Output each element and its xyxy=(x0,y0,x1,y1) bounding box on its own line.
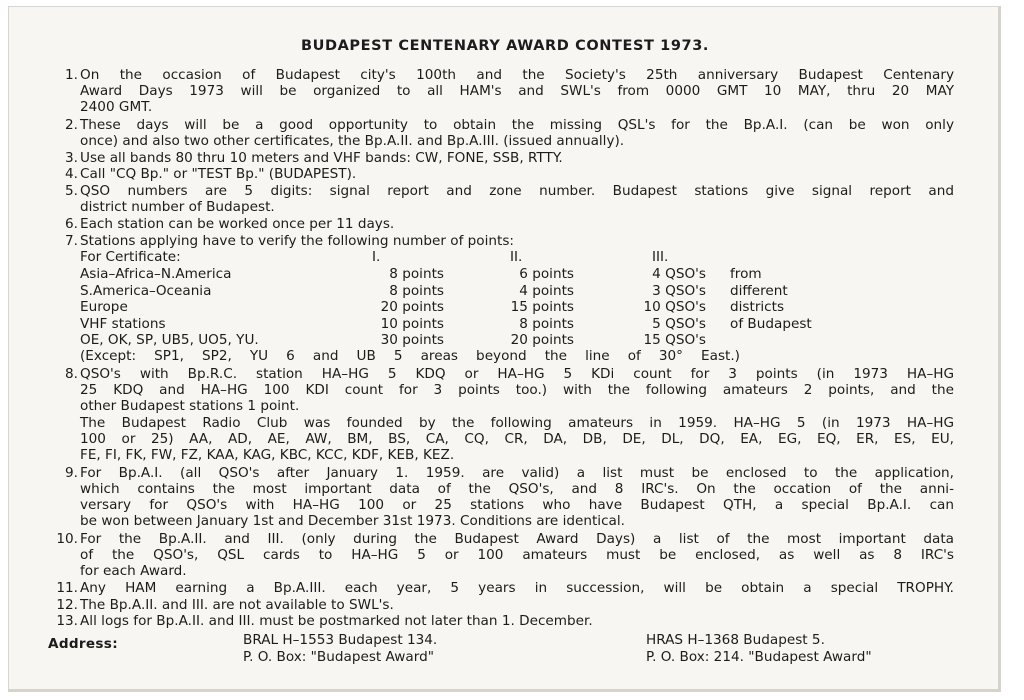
rule-number: 7. xyxy=(65,233,78,249)
table-row-note: from xyxy=(730,266,762,282)
table-row-points-ii: 8 points xyxy=(519,316,574,332)
rule-number: 6. xyxy=(65,216,78,232)
rule-10-line-2: of the QSO's, QSL cards to HA–HG 5 or 100 amateurs must be enclosed, as well as 8 IRC's xyxy=(80,547,954,563)
rule-number: 10. xyxy=(56,531,78,547)
table-row-region: VHF stations xyxy=(80,316,166,332)
hras-address-line-2: P. O. Box: 214. "Budapest Award" xyxy=(646,649,872,665)
rule-6-line-1: Each station can be worked once per 11 days. xyxy=(80,216,395,232)
table-row-points-i: 8 points xyxy=(389,266,444,282)
rule-9-line-2: which contains the most important data of the QSO's, and 8 IRC's. On the occation of the anni- xyxy=(80,481,954,497)
rule-8-line-3: other Budapest stations 1 point. xyxy=(80,398,300,414)
rule-number: 9. xyxy=(65,465,78,481)
table-row-qsos-iii: 10 QSO's xyxy=(643,299,706,315)
table-header-col-iii: III. xyxy=(652,249,669,265)
rule-1-line-1: On the occasion of Budapest city's 100th and the Society's 25th anniversary Budapest Centenary xyxy=(80,67,954,83)
table-row-note: districts xyxy=(730,299,785,315)
rule-10-line-3: for each Award. xyxy=(80,563,187,579)
rule-4-line-1: Call "CQ Bp." or "TEST Bp." (BUDAPEST). xyxy=(80,166,357,182)
rule-9-line-1: For Bp.A.I. (all QSO's after January 1. 1959. are valid) a list must be enclosed to the application, xyxy=(80,465,954,481)
document-title: BUDAPEST CENTENARY AWARD CONTEST 1973. xyxy=(300,38,710,54)
bral-address-line-2: P. O. Box: "Budapest Award" xyxy=(243,649,434,665)
rule-3-line-1: Use all bands 80 thru 10 meters and VHF bands: CW, FONE, SSB, RTTY. xyxy=(80,150,563,166)
table-row-note: different xyxy=(730,283,788,299)
rule-5-line-1: QSO numbers are 5 digits: signal report and zone number. Budapest stations give signal report and xyxy=(80,183,954,199)
rule-1-line-2: Award Days 1973 will be organized to all HAM's and SWL's from 0000 GMT 10 MAY, thru 20 MAY xyxy=(80,83,954,99)
table-header-label: For Certificate: xyxy=(80,249,181,265)
table-row-points-ii: 6 points xyxy=(519,266,574,282)
table-row-qsos-iii: 15 QSO's xyxy=(643,332,706,348)
rule-8-line-4: The Budapest Radio Club was founded by the following amateurs in 1959. HA–HG 5 (in 1973 HA–HG xyxy=(80,415,954,431)
rule-7-line-1: Stations applying have to verify the following number of points: xyxy=(80,233,515,249)
rule-2-line-2: once) and also two other certificates, the Bp.A.II. and Bp.A.III. (issued annually). xyxy=(80,133,625,149)
rule-11-line-1: Any HAM earning a Bp.A.III. each year, 5 years in succession, will be obtain a special TROPHY. xyxy=(80,580,954,596)
rule-8-line-1: QSO's with Bp.R.C. station HA–HG 5 KDQ or HA–HG 5 KDi count for 3 points (in 1973 HA–HG xyxy=(80,366,954,382)
bral-address-line-1: BRAL H–1553 Budapest 134. xyxy=(243,632,438,648)
rule-8-line-2: 25 KDQ and HA–HG 100 KDI count for 3 points too.) with the following amateurs 2 points, and the xyxy=(80,382,954,398)
hras-address-line-1: HRAS H–1368 Budapest 5. xyxy=(646,632,825,648)
address-label: Address: xyxy=(48,636,118,652)
table-row-points-ii: 4 points xyxy=(519,283,574,299)
rule-number: 4. xyxy=(65,166,78,182)
rule-8-line-6: FE, FI, FK, FW, FZ, KAA, KAG, KBC, KCC, KDF, KEB, KEZ. xyxy=(80,447,455,463)
table-row-qsos-iii: 4 QSO's xyxy=(652,266,706,282)
table-row-region: OE, OK, SP, UB5, UO5, YU. xyxy=(80,332,259,348)
table-row-points-i: 8 points xyxy=(389,283,444,299)
rule-5-line-2: district number of Budapest. xyxy=(80,199,275,215)
rule-1-line-3: 2400 GMT. xyxy=(80,99,153,115)
rule-number: 13. xyxy=(56,613,78,629)
table-row-points-ii: 20 points xyxy=(510,332,574,348)
table-row-qsos-iii: 5 QSO's xyxy=(652,316,706,332)
table-row-note: of Budapest xyxy=(730,316,812,332)
rule-9-line-4: be won between January 1st and December 31st 1973. Conditions are identical. xyxy=(80,513,625,529)
rule-2-line-1: These days will be a good opportunity to obtain the missing QSL's for the Bp.A.I. (can be won only xyxy=(80,117,954,133)
rule-number: 3. xyxy=(65,150,78,166)
table-row-points-ii: 15 points xyxy=(510,299,574,315)
table-header-col-i: I. xyxy=(372,249,381,265)
table-row-points-i: 30 points xyxy=(380,332,444,348)
table-row-region: Europe xyxy=(80,299,128,315)
table-header-col-ii: II. xyxy=(510,249,523,265)
rule-8-line-5: 100 or 25) AA, AD, AE, AW, BM, BS, CA, CQ, CR, DA, DB, DE, DL, DQ, EA, EG, EQ, ER, ES, EU, xyxy=(80,431,954,447)
rule-number: 2. xyxy=(65,117,78,133)
rule-number: 11. xyxy=(56,580,78,596)
rule-12-line-1: The Bp.A.II. and III. are not available to SWL's. xyxy=(80,597,394,613)
rule-number: 8. xyxy=(65,366,78,382)
table-except-note: (Except: SP1, SP2, YU 6 and UB 5 areas beyond the line of 30° East.) xyxy=(80,348,740,364)
rule-number: 5. xyxy=(65,183,78,199)
rule-13-line-1: All logs for Bp.A.II. and III. must be postmarked not later than 1. December. xyxy=(80,613,593,629)
table-row-points-i: 20 points xyxy=(380,299,444,315)
table-row-region: S.America–Oceania xyxy=(80,283,212,299)
rule-9-line-3: versary for QSO's with HA–HG 100 or 25 stations who have Budapest QTH, a special Bp.A.I. can xyxy=(80,497,954,513)
rule-number: 1. xyxy=(65,67,78,83)
rule-10-line-1: For the Bp.A.II. and III. (only during the Budapest Award Days) a list of the most important data xyxy=(80,531,954,547)
table-row-region: Asia–Africa–N.America xyxy=(80,266,232,282)
rule-number: 12. xyxy=(56,597,78,613)
table-row-points-i: 10 points xyxy=(380,316,444,332)
table-row-qsos-iii: 3 QSO's xyxy=(652,283,706,299)
